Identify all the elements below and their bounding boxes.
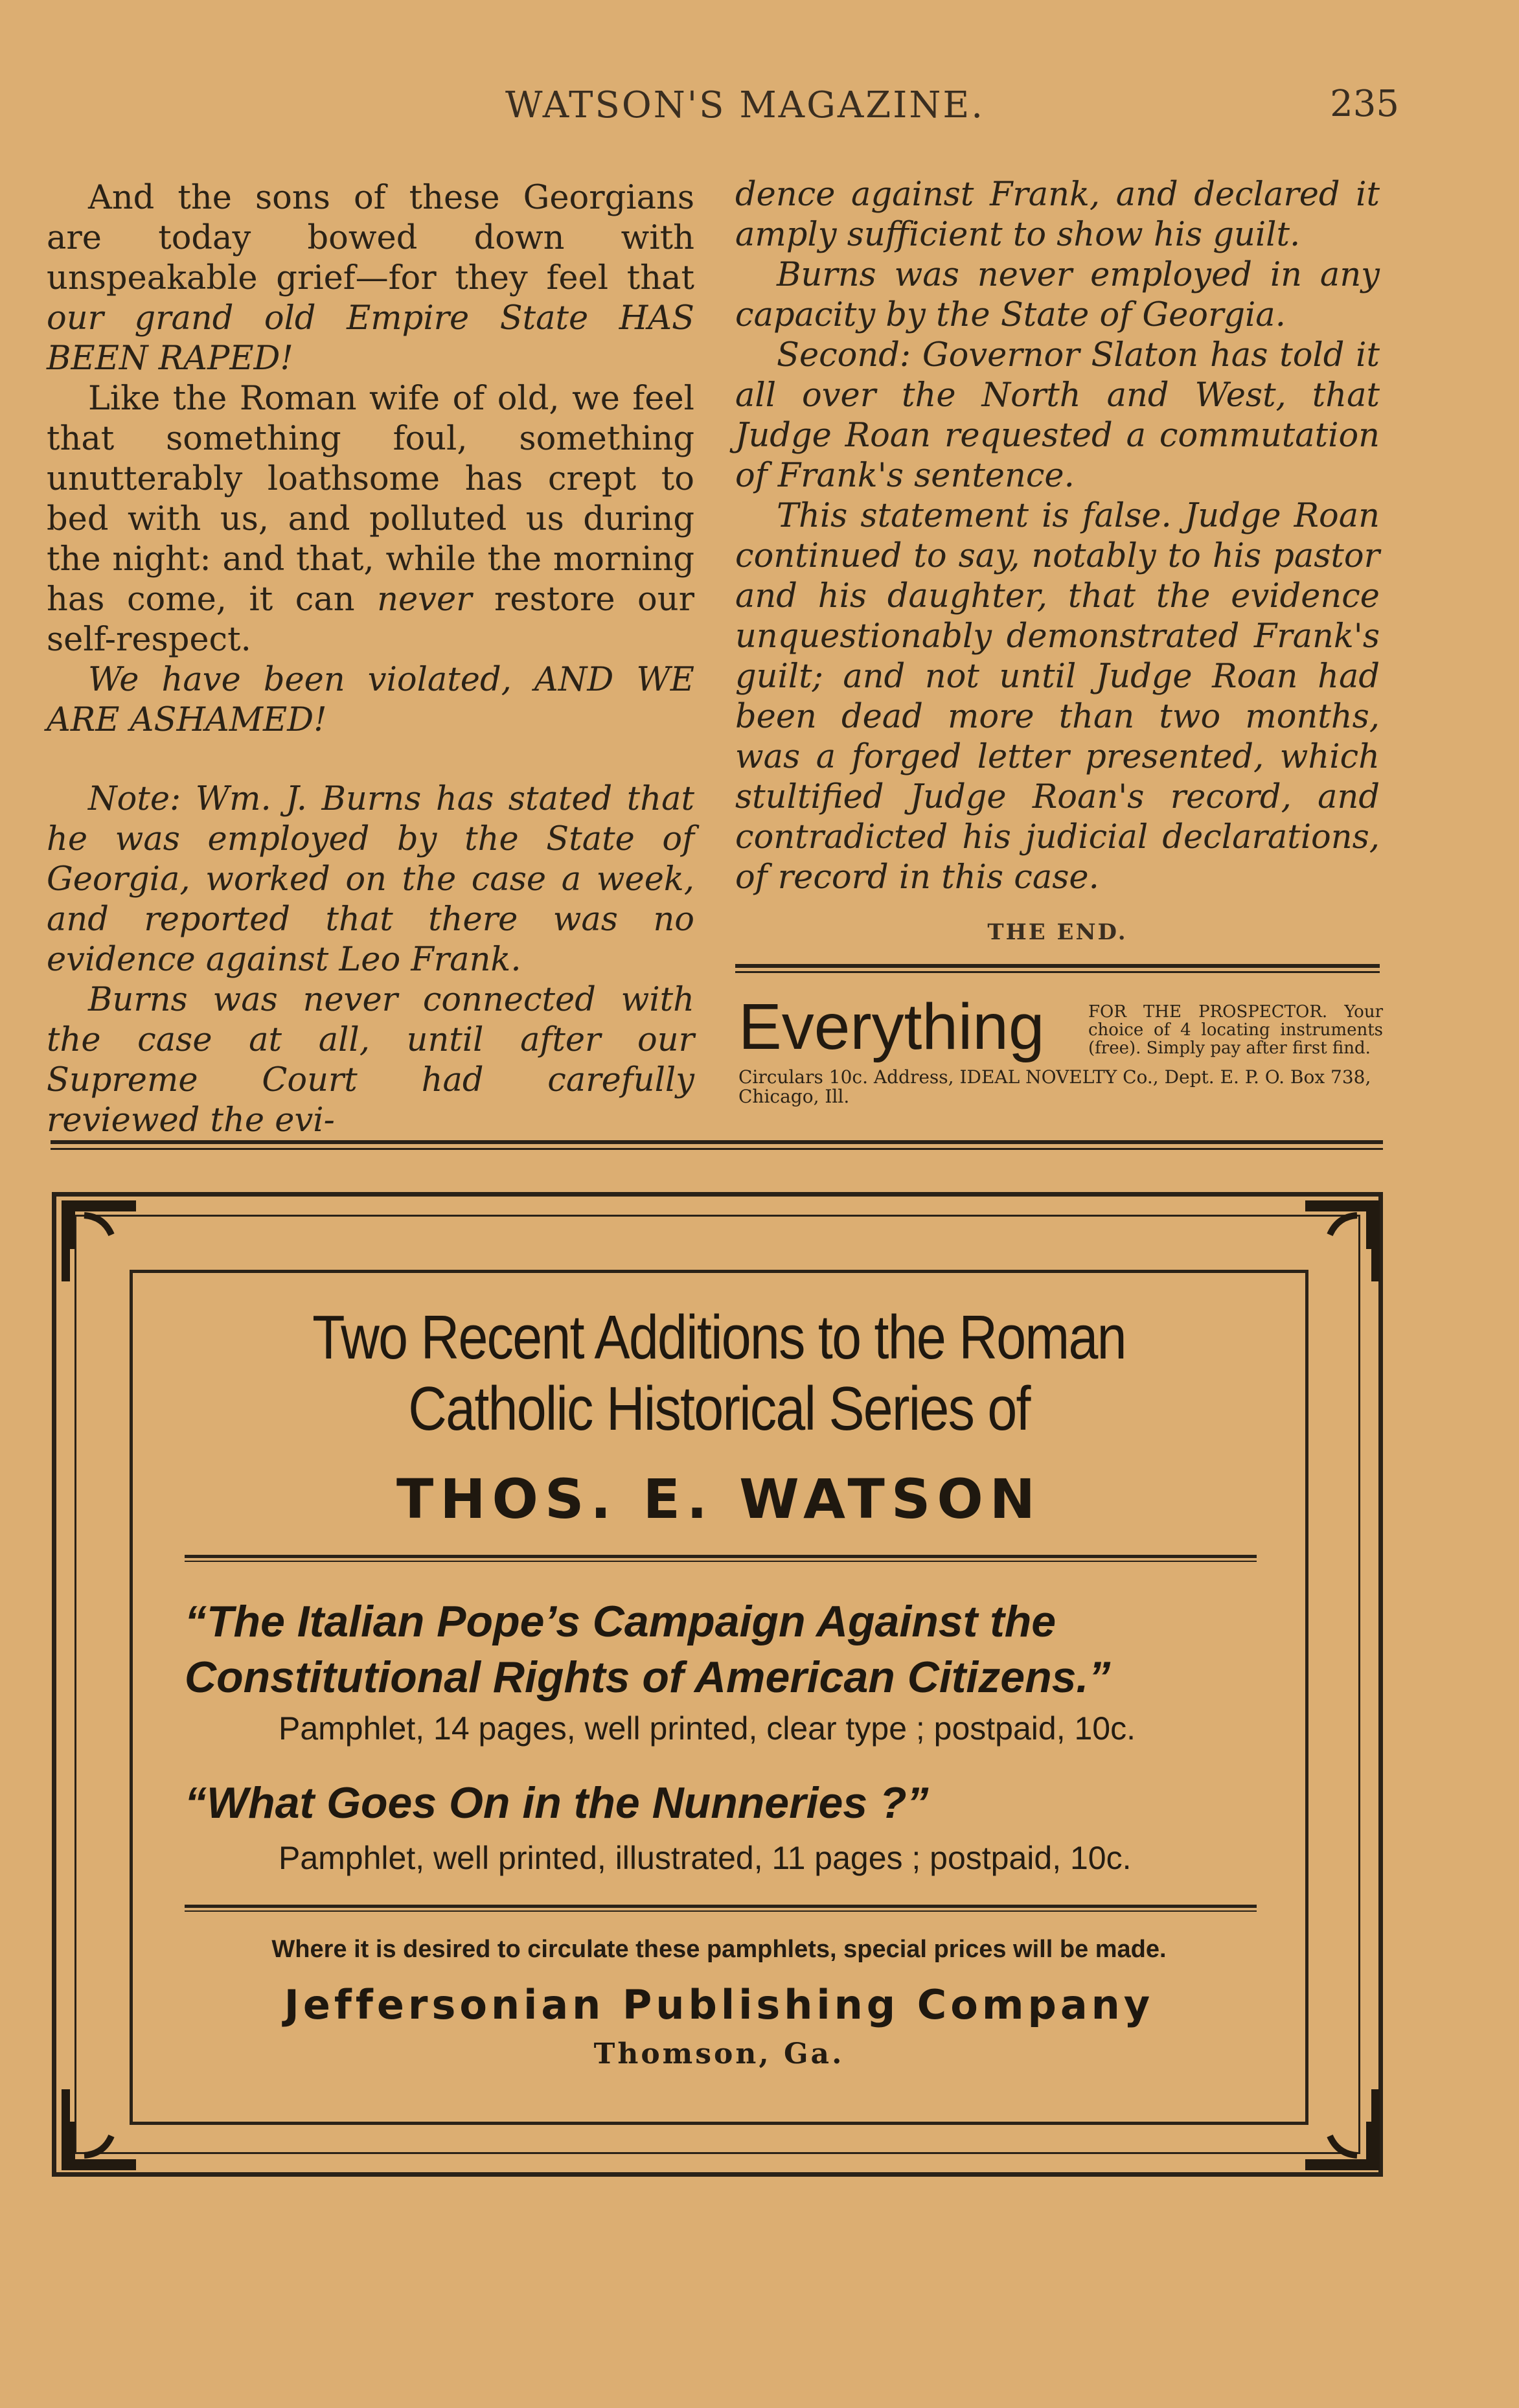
paragraph-gap <box>47 740 694 779</box>
pamphlet-description: Pamphlet, well printed, illustrated, 11 pages ; postpaid, 10c. <box>279 1840 1132 1876</box>
corner-ornament-icon <box>58 2076 155 2173</box>
pamphlet-title: “What Goes On in the Nunneries ?” <box>185 1778 929 1828</box>
advertisement-rule <box>185 1905 1257 1912</box>
circulation-note: Where it is desired to circulate these pamphlets, special prices will be made. <box>271 1936 1167 1963</box>
the-end-marker: THE END. <box>987 919 1128 945</box>
advertisement-rule <box>185 1555 1257 1562</box>
article-paragraph: dence against Frank, and declared it amply sufficient to show his guilt. <box>735 176 1380 254</box>
article-paragraph: We have been violated, AND WE ARE ASHAMED! <box>47 661 694 739</box>
article-paragraph: Burns was never connected with the case at all, until after our Supreme Court had carefully reviewed the evi- <box>47 981 694 1140</box>
article-paragraph: This statement is false. Judge Roan continued to say, notably to his pastor and his daughter, that the evidence unquestionably demonstrated Frank's guilt; and not until Judge Roan had been dead more than two months, was a forged letter presented, which stultified Judge Roan's record, and contradicted his judicial declarations, of record in this case. <box>735 497 1380 897</box>
article-left-column <box>47 178 694 1141</box>
section-divider <box>51 1140 1383 1150</box>
page-number: 235 <box>1330 83 1399 125</box>
classified-address: Circulars 10c. Address, IDEAL NOVELTY Co., Dept. E. P. O. Box 738, Chicago, Ill. <box>738 1066 1371 1107</box>
article-paragraph: Burns was never employed in any capacity by the State of Georgia. <box>735 256 1380 334</box>
running-head: WATSON'S MAGAZINE. <box>505 84 985 126</box>
corner-ornament-icon <box>1286 1197 1383 1294</box>
advertisement-author: THOS. E. WATSON <box>396 1467 1042 1531</box>
classified-ad <box>738 991 1383 1108</box>
pamphlet-title: “The Italian Pope’s Campaign Against the Constitutional Rights of American Citizens.” <box>185 1597 1111 1702</box>
end-rule <box>735 964 1380 973</box>
pamphlet-description: Pamphlet, 14 pages, well printed, clear type ; postpaid, 10c. <box>279 1710 1136 1747</box>
article-right-column <box>735 175 1380 973</box>
classified-headline: Everything <box>738 991 1045 1063</box>
emphasis: our grand old Empire State HAS BEEN RAPED! <box>47 299 694 378</box>
advertisement-title: Two Recent Additions to the Roman Catholic Historical Series of <box>312 1303 1126 1443</box>
classified-blurb: FOR THE PROSPECTOR. Your choice of 4 locating instruments (free). Simply pay after first find. <box>1088 1002 1383 1058</box>
emphasis: never <box>377 580 472 619</box>
corner-ornament-icon <box>1286 2076 1383 2173</box>
article-paragraph: Second: Governor Slaton has told it all over the North and West, that Judge Roan requested a commutation of Frank's sentence. <box>735 336 1380 495</box>
article-note: Note: Wm. J. Burns has stated that he was employed by the State of Georgia, worked on the case a week, and reported that there was no evidence against Leo Frank. <box>47 780 694 979</box>
article-paragraph: And the sons of these Georgians are today bowed down with unspeakable grief—for they feel that our grand old Empire State HAS BEEN RAPED! <box>47 179 694 378</box>
publisher-city: Thomson, Ga. <box>593 2037 845 2070</box>
publisher-name: Jeffersonian Publishing Company <box>284 1981 1154 2028</box>
article-paragraph: Like the Roman wife of old, we feel that something foul, something unutterably loathsome has crept to bed with us, and polluted us during the night: and that, while the morning has come, it can never restore our self-respect. <box>47 380 694 659</box>
corner-ornament-icon <box>58 1197 155 1294</box>
